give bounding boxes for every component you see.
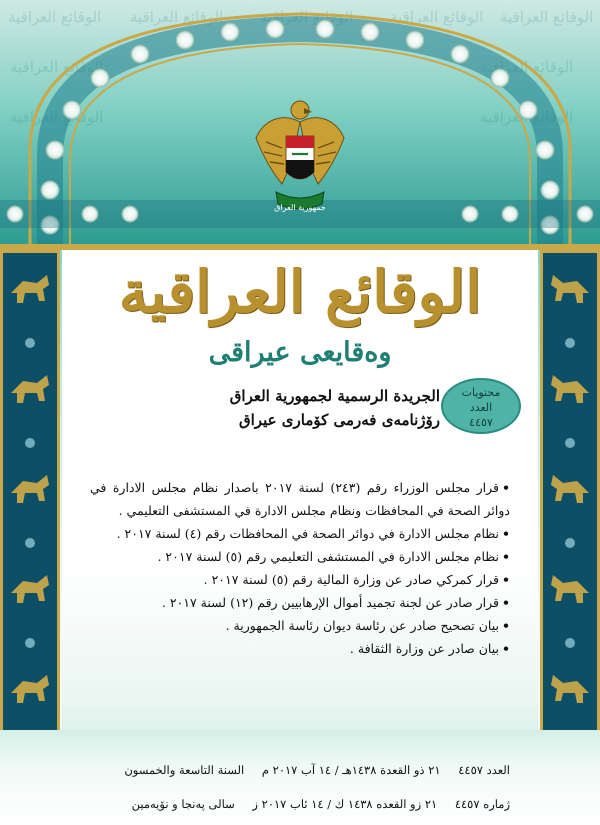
footer-issue: العدد ٤٤٥٧ bbox=[458, 763, 510, 777]
contents-item: •بيان صادر عن وزارة الثقافة . bbox=[349, 641, 510, 656]
contents-badge bbox=[441, 378, 521, 434]
contents-badge-label: محتويات bbox=[461, 386, 501, 399]
contents-item: •بيان تصحيح صادر عن رئاسة ديوان رئاسة الجمهورية . bbox=[225, 618, 510, 633]
contents-item: •قرار كمركي صادر عن وزارة المالية رقم (٥) لسنة ٢٠١٧ . bbox=[203, 572, 510, 587]
contents-list bbox=[90, 476, 510, 660]
lamassu-icon bbox=[3, 253, 57, 757]
contents-badge-issue-number: ٤٤٥٧ bbox=[469, 416, 493, 429]
official-gazette-line-arabic: الجريدة الرسمية لجمهورية العراق bbox=[229, 387, 440, 405]
masthead-subtitle: وەقایعی عیراقی bbox=[208, 337, 392, 368]
footer-line-kurdish bbox=[130, 794, 510, 814]
masthead-title: الوقائع العراقية bbox=[118, 258, 482, 326]
footer-year: سالی پەنجا و نۆیەمین bbox=[131, 797, 235, 811]
contents-badge-issue-label: العدد bbox=[469, 401, 493, 414]
contents-item: •قرار صادر عن لجنة تجميد أموال الإرهابيين رقم (١٢) لسنة ٢٠١٧ . bbox=[161, 595, 510, 610]
right-lamassu-panel bbox=[540, 250, 600, 760]
lamassu-icon bbox=[543, 253, 597, 757]
official-gazette-line-kurdish: رۆژنامەی فەرمی کۆماری عیراق bbox=[239, 411, 440, 429]
left-lamassu-panel bbox=[0, 250, 60, 760]
iraq-eagle-emblem bbox=[252, 92, 348, 220]
contents-item: •نظام مجلس الادارة في دوائر الصحة في المحافظات رقم (٤) لسنة ٢٠١٧ . bbox=[116, 526, 510, 541]
footer-date: ٢١ ذو القعدة ١٤٣٨هـ / ١٤ آب ٢٠١٧ م bbox=[261, 763, 441, 777]
emblem-caption: جمهورية العراق bbox=[274, 203, 326, 212]
footer-date: ٢١ زو القعده ١٤٣٨ ك / ١٤ ئاب ٢٠١٧ ز bbox=[252, 797, 438, 811]
footer-line-arabic bbox=[124, 760, 510, 780]
contents-item: •نظام مجلس الادارة في المستشفى التعليمي رقم (٥) لسنة ٢٠١٧ . bbox=[157, 549, 510, 564]
footer-issue: ژمارە ٤٤٥٧ bbox=[454, 797, 510, 811]
contents-item: •قرار مجلس الوزراء رقم (٢٤٣) لسنة ٢٠١٧ باصدار نظام مجلس الادارة في دوائر الصحة في المحافظات ونظام مجلس الادارة في المستشفى التعليمي . bbox=[90, 480, 511, 518]
footer-year: السنة التاسعة والخمسون bbox=[124, 763, 245, 777]
